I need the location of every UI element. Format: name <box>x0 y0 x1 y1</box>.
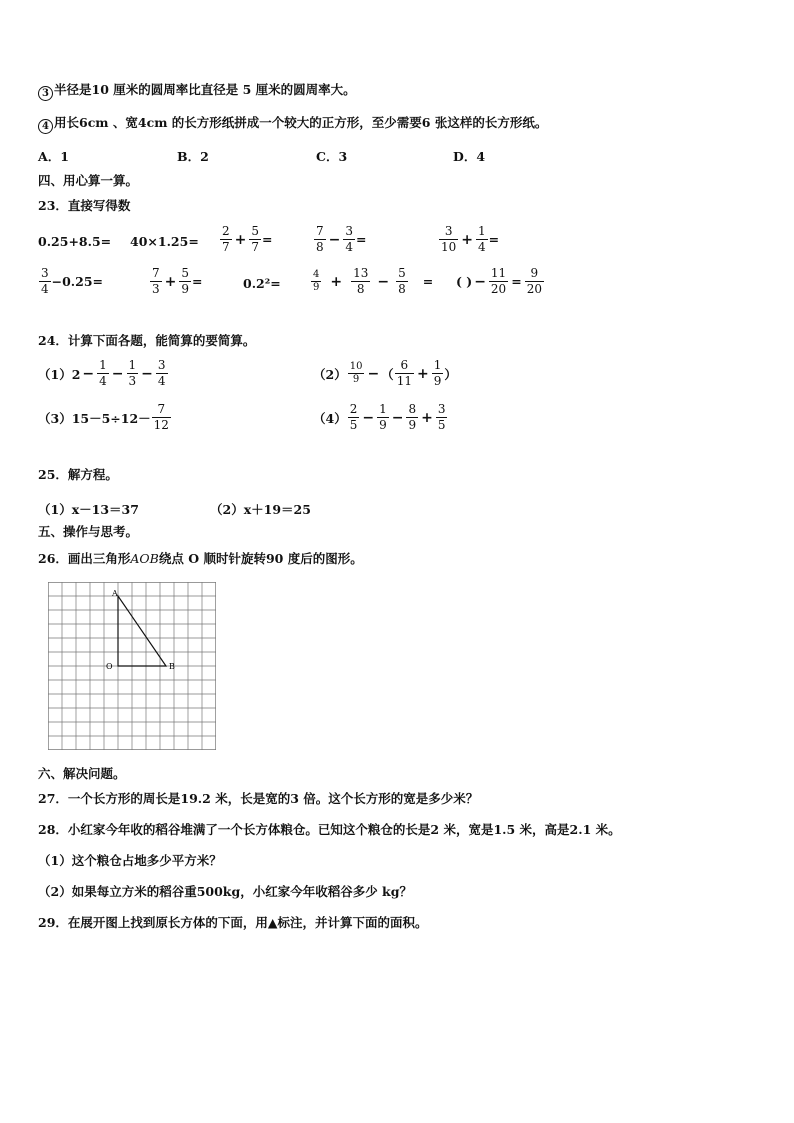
grid-svg <box>48 582 216 750</box>
fraction: $\frac{5}{7}$ <box>251 224 260 254</box>
question-24-title: 24．计算下面各题，能简算的要简算。 <box>38 333 256 348</box>
calc-9: $\frac{4}{9}$ + $\frac{13}{8}$ − $\frac{5}{8}$ = <box>313 266 434 296</box>
fraction: $\frac{3}{5}$ <box>437 402 446 432</box>
fraction: $\frac{3}{4}$ <box>157 358 166 388</box>
fraction: $\frac{1}{9}$ <box>379 402 387 432</box>
fraction: $\frac{9}{20}$ <box>526 266 542 296</box>
calc-7: $\frac{7}{3}$ + $\frac{5}{9}$ = <box>152 266 203 296</box>
fraction: $\frac{2}{7}$ <box>222 224 230 254</box>
section-4-title: 四、用心算一算。 <box>38 173 139 188</box>
problem-24-3: （3）15－5÷12－ $\frac{7}{12}$ <box>38 402 169 432</box>
fraction: $\frac{6}{11}$ <box>396 358 412 388</box>
fraction: $\frac{1}{9}$ <box>433 358 442 388</box>
triangle-aob <box>118 596 166 666</box>
calc-10: ( ) − $\frac{11}{20}$ = $\frac{9}{20}$ <box>456 266 542 296</box>
question-28: 28．小红家今年收的稻谷堆满了一个长方体粮仓。已知这个粮仓的长是2 米，宽是1.5 米，高是2.1 米。 <box>38 822 621 837</box>
statement-4: 4 用长6cm 、宽4cm 的长方形纸拼成一个较大的正方形，至少需要6 张这样的长方形纸。 <box>38 115 547 134</box>
fraction: $\frac{5}{8}$ <box>398 266 406 296</box>
calc-1: 0.25+8.5= <box>38 234 112 249</box>
section-6-title: 六、解决问题。 <box>38 766 126 781</box>
question-26-title: 26．画出三角形AOB绕点 O 顺时针旋转90 度后的图形。 <box>38 551 363 566</box>
calc-4: $\frac{7}{8}$ − $\frac{3}{4}$ = <box>316 224 367 254</box>
fraction: $\frac{2}{5}$ <box>349 402 358 432</box>
fraction: $\frac{1}{4}$ <box>99 358 107 388</box>
fraction: $\frac{11}{20}$ <box>490 266 507 296</box>
option-d: D．4 <box>453 149 486 164</box>
question-28-2: （2）如果每立方米的稻谷重500kg，小红家今年收稻谷多少 kg？ <box>38 884 412 899</box>
fraction: $\frac{3}{4}$ <box>345 224 354 254</box>
fraction: $\frac{5}{9}$ <box>181 266 190 296</box>
fraction: $\frac{7}{3}$ <box>152 266 160 296</box>
fraction: $\frac{1}{4}$ <box>478 224 486 254</box>
fraction: $\frac{13}{8}$ <box>353 266 369 296</box>
fraction: $\frac{1}{3}$ <box>128 358 137 388</box>
circled-number: 3 <box>38 86 53 101</box>
calc-2: 40×1.25= <box>130 234 199 249</box>
fraction: $\frac{3}{4}$ <box>41 266 49 296</box>
section-5-title: 五、操作与思考。 <box>38 524 139 539</box>
point-b-label: B <box>169 662 175 671</box>
point-o-label: O <box>106 662 113 671</box>
problem-24-4: （4） $\frac{2}{5}$ − $\frac{1}{9}$ − $\frac{8}{9}$ + $\frac{3}{5}$ <box>313 402 446 432</box>
calc-3: $\frac{2}{7}$ + $\frac{5}{7}$ = <box>222 224 273 254</box>
option-b: B．2 <box>177 149 209 164</box>
answer-blank: ( ) <box>456 274 473 289</box>
question-28-1: （1）这个粮仓占地多少平方米？ <box>38 853 222 868</box>
option-c: C．3 <box>316 149 348 164</box>
calc-5: $\frac{3}{10}$ + $\frac{1}{4}$ = <box>441 224 500 254</box>
rotation-grid-figure <box>48 582 216 750</box>
fraction: $\frac{7}{12}$ <box>153 402 169 432</box>
calc-6: $\frac{3}{4}$ −0.25= <box>41 266 104 296</box>
fraction: $\frac{8}{9}$ <box>408 402 417 432</box>
question-29: 29．在展开图上找到原长方体的下面，用▲标注，并计算下面的面积。 <box>38 915 428 930</box>
problem-24-1: （1）2 − $\frac{1}{4}$ − $\frac{1}{3}$ − $\frac{3}{4}$ <box>38 358 166 388</box>
point-a-label: A <box>112 589 118 598</box>
fraction: $\frac{7}{8}$ <box>316 224 324 254</box>
fraction: $\frac{10}{9}$ <box>349 361 363 385</box>
equation-1: （1）x－13＝37 <box>38 502 139 517</box>
question-25-title: 25．解方程。 <box>38 467 118 482</box>
statement-3: 3 半径是10 厘米的圆周率比直径是 5 厘米的圆周率大。 <box>38 82 356 101</box>
calc-8: 0.2²= <box>243 276 281 291</box>
circled-number: 4 <box>38 119 53 134</box>
fraction: $\frac{4}{9}$ <box>313 269 320 293</box>
problem-24-2: （2） $\frac{10}{9}$ − （ $\frac{6}{11}$ + $\frac{1}{9}$ ） <box>313 358 457 388</box>
option-a: A．1 <box>38 149 69 164</box>
equation-2: （2）x＋19＝25 <box>210 502 311 517</box>
fraction: $\frac{3}{10}$ <box>441 224 457 254</box>
question-23-title: 23．直接写得数 <box>38 198 131 213</box>
question-27: 27．一个长方形的周长是19.2 米，长是宽的3 倍。这个长方形的宽是多少米？ <box>38 791 479 806</box>
